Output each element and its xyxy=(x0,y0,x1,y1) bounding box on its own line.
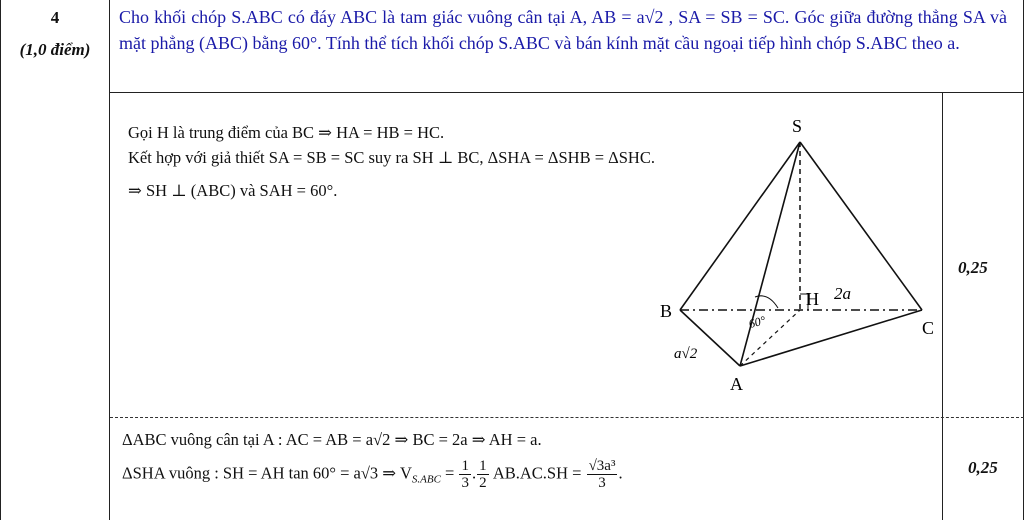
label-c: C xyxy=(922,318,935,338)
score-step1: 0,25 xyxy=(958,258,988,277)
solution-step2-line2: ΔSHA vuông : SH = AH tan 60° = a√3 ⇒ $V_{S.ABC}$ = $\frac{1}{3}$ . $\frac{1}{2}$ AB.AC.SH = $\frac{\text{√3a³}}{3}$ . xyxy=(122,458,623,491)
label-s: S xyxy=(792,116,803,136)
problem-statement: Cho khối chóp S.ABC có đáy ABC là tam giác vuông cân tại A, AB = a√2 , SA = SB = SC. Góc giữa đường thẳng SA và mặt phẳng (ABC) bằng 60°. Tính thể tích khối chóp S.ABC và bán kính mặt cầu ngoại tiếp hình chóp S.ABC theo a. xyxy=(119,7,1007,53)
step2-end: . xyxy=(618,463,623,483)
edge-sb xyxy=(680,142,800,310)
label-h: H xyxy=(806,289,819,309)
step2-prefix: ΔSHA vuông : SH = AH tan 60° = a√3 ⇒ V xyxy=(122,463,412,483)
solution-step2-line1: ΔABC vuông cân tại A : AC = AB = a√2 ⇒ BC = 2a ⇒ AH = a. xyxy=(122,430,542,449)
fraction-1-2: $\frac{1}{2}$ xyxy=(479,458,487,491)
edge-sc xyxy=(800,142,922,310)
question-number-cell xyxy=(0,0,110,520)
solution-step1-line3: ⇒ SH ⊥ (ABC) và SAH = 60°. xyxy=(128,181,338,200)
label-2a: 2a xyxy=(834,284,851,303)
score-column xyxy=(942,93,1024,520)
label-b: B xyxy=(660,301,673,321)
label-a: A xyxy=(730,374,743,394)
step2-equals: = xyxy=(445,463,455,483)
pyramid-figure xyxy=(650,112,940,402)
step2-subscript: S.ABC xyxy=(411,473,441,486)
question-number: 4 xyxy=(50,8,60,27)
step-divider xyxy=(110,417,1024,418)
label-60: 60° xyxy=(747,313,768,331)
step2-middle: AB.AC.SH = xyxy=(492,463,582,483)
edge-sa xyxy=(740,142,800,366)
score-step2: 0,25 xyxy=(968,458,998,477)
solution-step1-line1: Gọi H là trung điểm của BC ⇒ HA = HB = HC. xyxy=(128,123,445,142)
edge-ac xyxy=(740,310,922,366)
fraction-1-3: $\frac{1}{3}$ xyxy=(461,458,469,491)
question-points: (1,0 điểm) xyxy=(19,40,91,59)
fraction-volume: $\frac{\text{√3a³}}{3}$ xyxy=(588,458,616,491)
label-asqrt2: a√2 xyxy=(674,346,698,362)
solution-step1-line2: Kết hợp với giả thiết SA = SB = SC suy ra SH ⊥ BC, ΔSHA = ΔSHB = ΔSHC. xyxy=(128,148,655,167)
